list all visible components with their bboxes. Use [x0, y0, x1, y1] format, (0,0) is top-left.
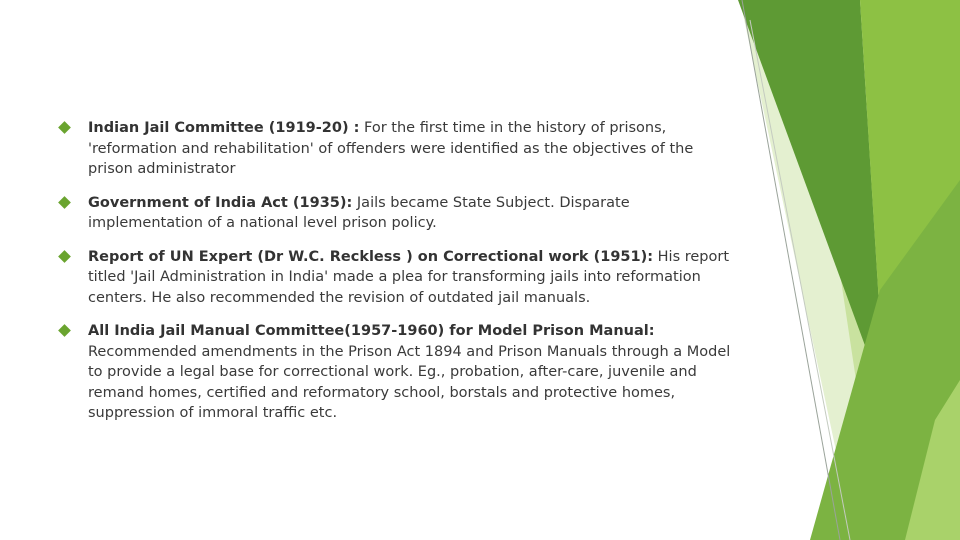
- bullet-item-3: [60, 247, 740, 309]
- bullet-lead: Government of India Act (1935):: [88, 194, 353, 211]
- bullet-text: For the first time in the history of prisons, 'reformation and rehabilitation' of offenders were identified as the objectives of the prison administrator: [88, 120, 694, 177]
- diamond-bullet-icon: [58, 324, 71, 337]
- bullet-lead: Report of UN Expert (Dr W.C. Reckless ) on Correctional work (1951):: [88, 248, 654, 265]
- bullet-text: Jails became State Subject. Disparate implementation of a national level prison policy.: [88, 194, 630, 231]
- diamond-bullet-icon: [58, 121, 71, 134]
- bullet-lead: Indian Jail Committee (1919-20) :: [88, 120, 360, 136]
- bullet-list: [60, 118, 740, 437]
- bullet-item-1: [60, 118, 740, 180]
- diamond-bullet-icon: [58, 196, 71, 209]
- bullet-item-4: [60, 321, 740, 424]
- bullet-text: His report titled 'Jail Administration in India' made a plea for transforming jails into reformation centers. He also recommended the revision of outdated jail manuals.: [88, 248, 730, 306]
- bullet-text: Recommended amendments in the Prison Act 1894 and Prison Manuals through a Model to provide a legal base for correctional work. Eg., probation, after-care, juvenile and remand homes, certified and reformatory school, borstals and protective homes, suppression of immoral traffic etc.: [88, 343, 731, 421]
- diamond-bullet-icon: [58, 250, 71, 263]
- bullet-item-2: [60, 193, 740, 234]
- bullet-lead: All India Jail Manual Committee(1957-1960) for Model Prison Manual:: [88, 323, 655, 339]
